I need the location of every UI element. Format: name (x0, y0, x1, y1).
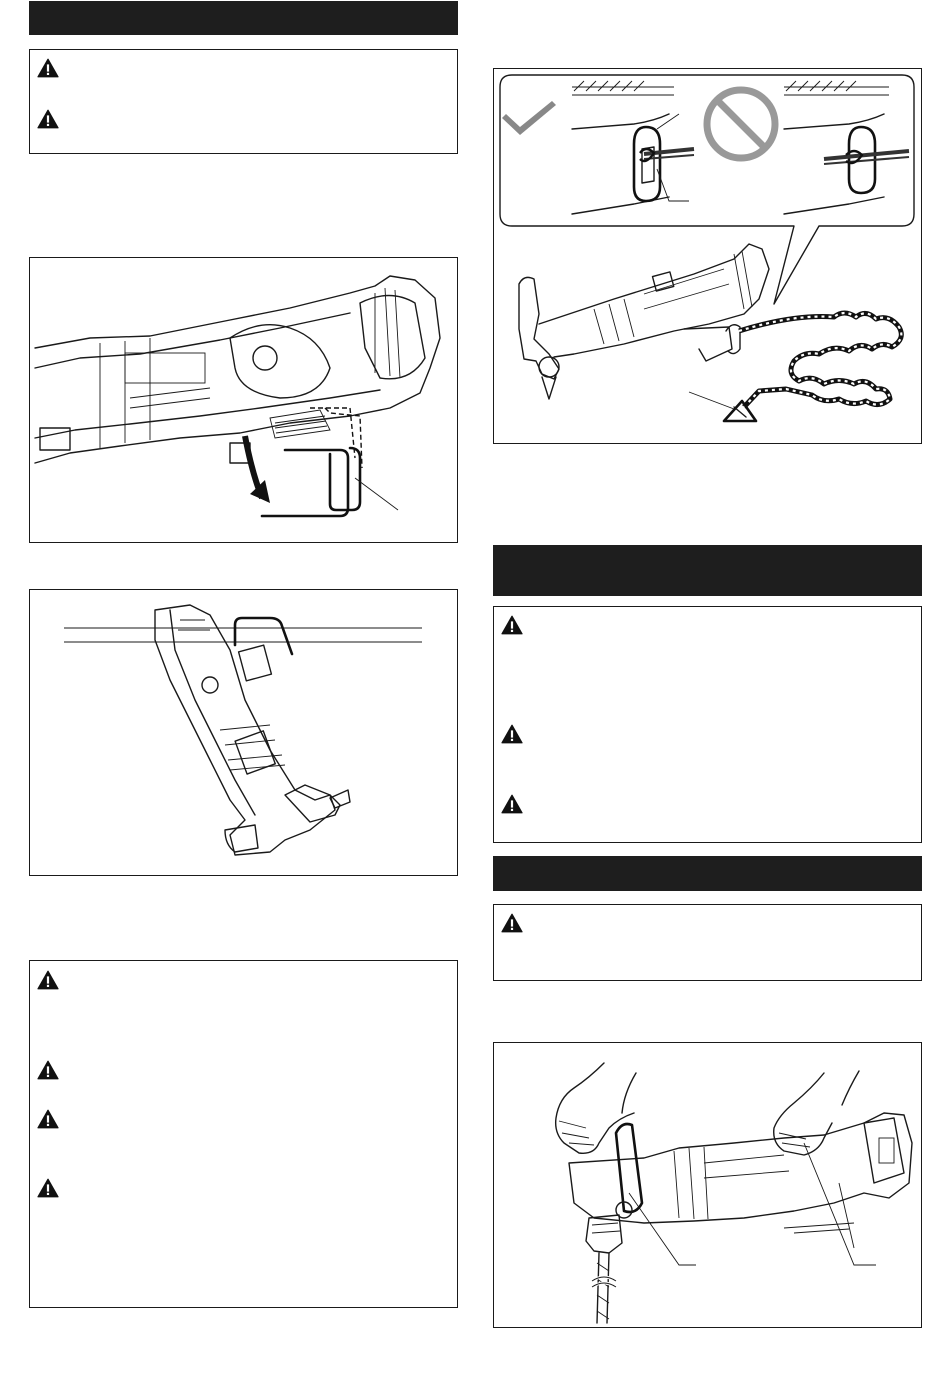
arrow-down-icon (250, 480, 270, 503)
warning-box (29, 49, 458, 154)
figure-hook-rotate (29, 257, 458, 543)
warning-triangle-icon (37, 1178, 59, 1198)
section-header-bar (493, 545, 922, 596)
warning-triangle-icon (501, 615, 523, 635)
warning-triangle-icon (501, 794, 523, 814)
figure-lanyard (493, 68, 922, 444)
figure-holding-tool (493, 1042, 922, 1328)
warning-triangle-icon (37, 970, 59, 990)
warning-triangle-icon (501, 724, 523, 744)
check-mark-icon (502, 101, 556, 135)
warning-triangle-icon (37, 1060, 59, 1080)
figure-hanging-tool (29, 589, 458, 876)
warning-triangle-icon (37, 1109, 59, 1129)
section-header-bar (493, 856, 922, 891)
warning-box (493, 606, 922, 843)
warning-triangle-icon (37, 58, 59, 78)
warning-box (29, 960, 458, 1308)
section-header-bar (29, 1, 458, 35)
warning-triangle-icon (37, 109, 59, 129)
warning-triangle-icon (501, 913, 523, 933)
warning-box (493, 904, 922, 981)
